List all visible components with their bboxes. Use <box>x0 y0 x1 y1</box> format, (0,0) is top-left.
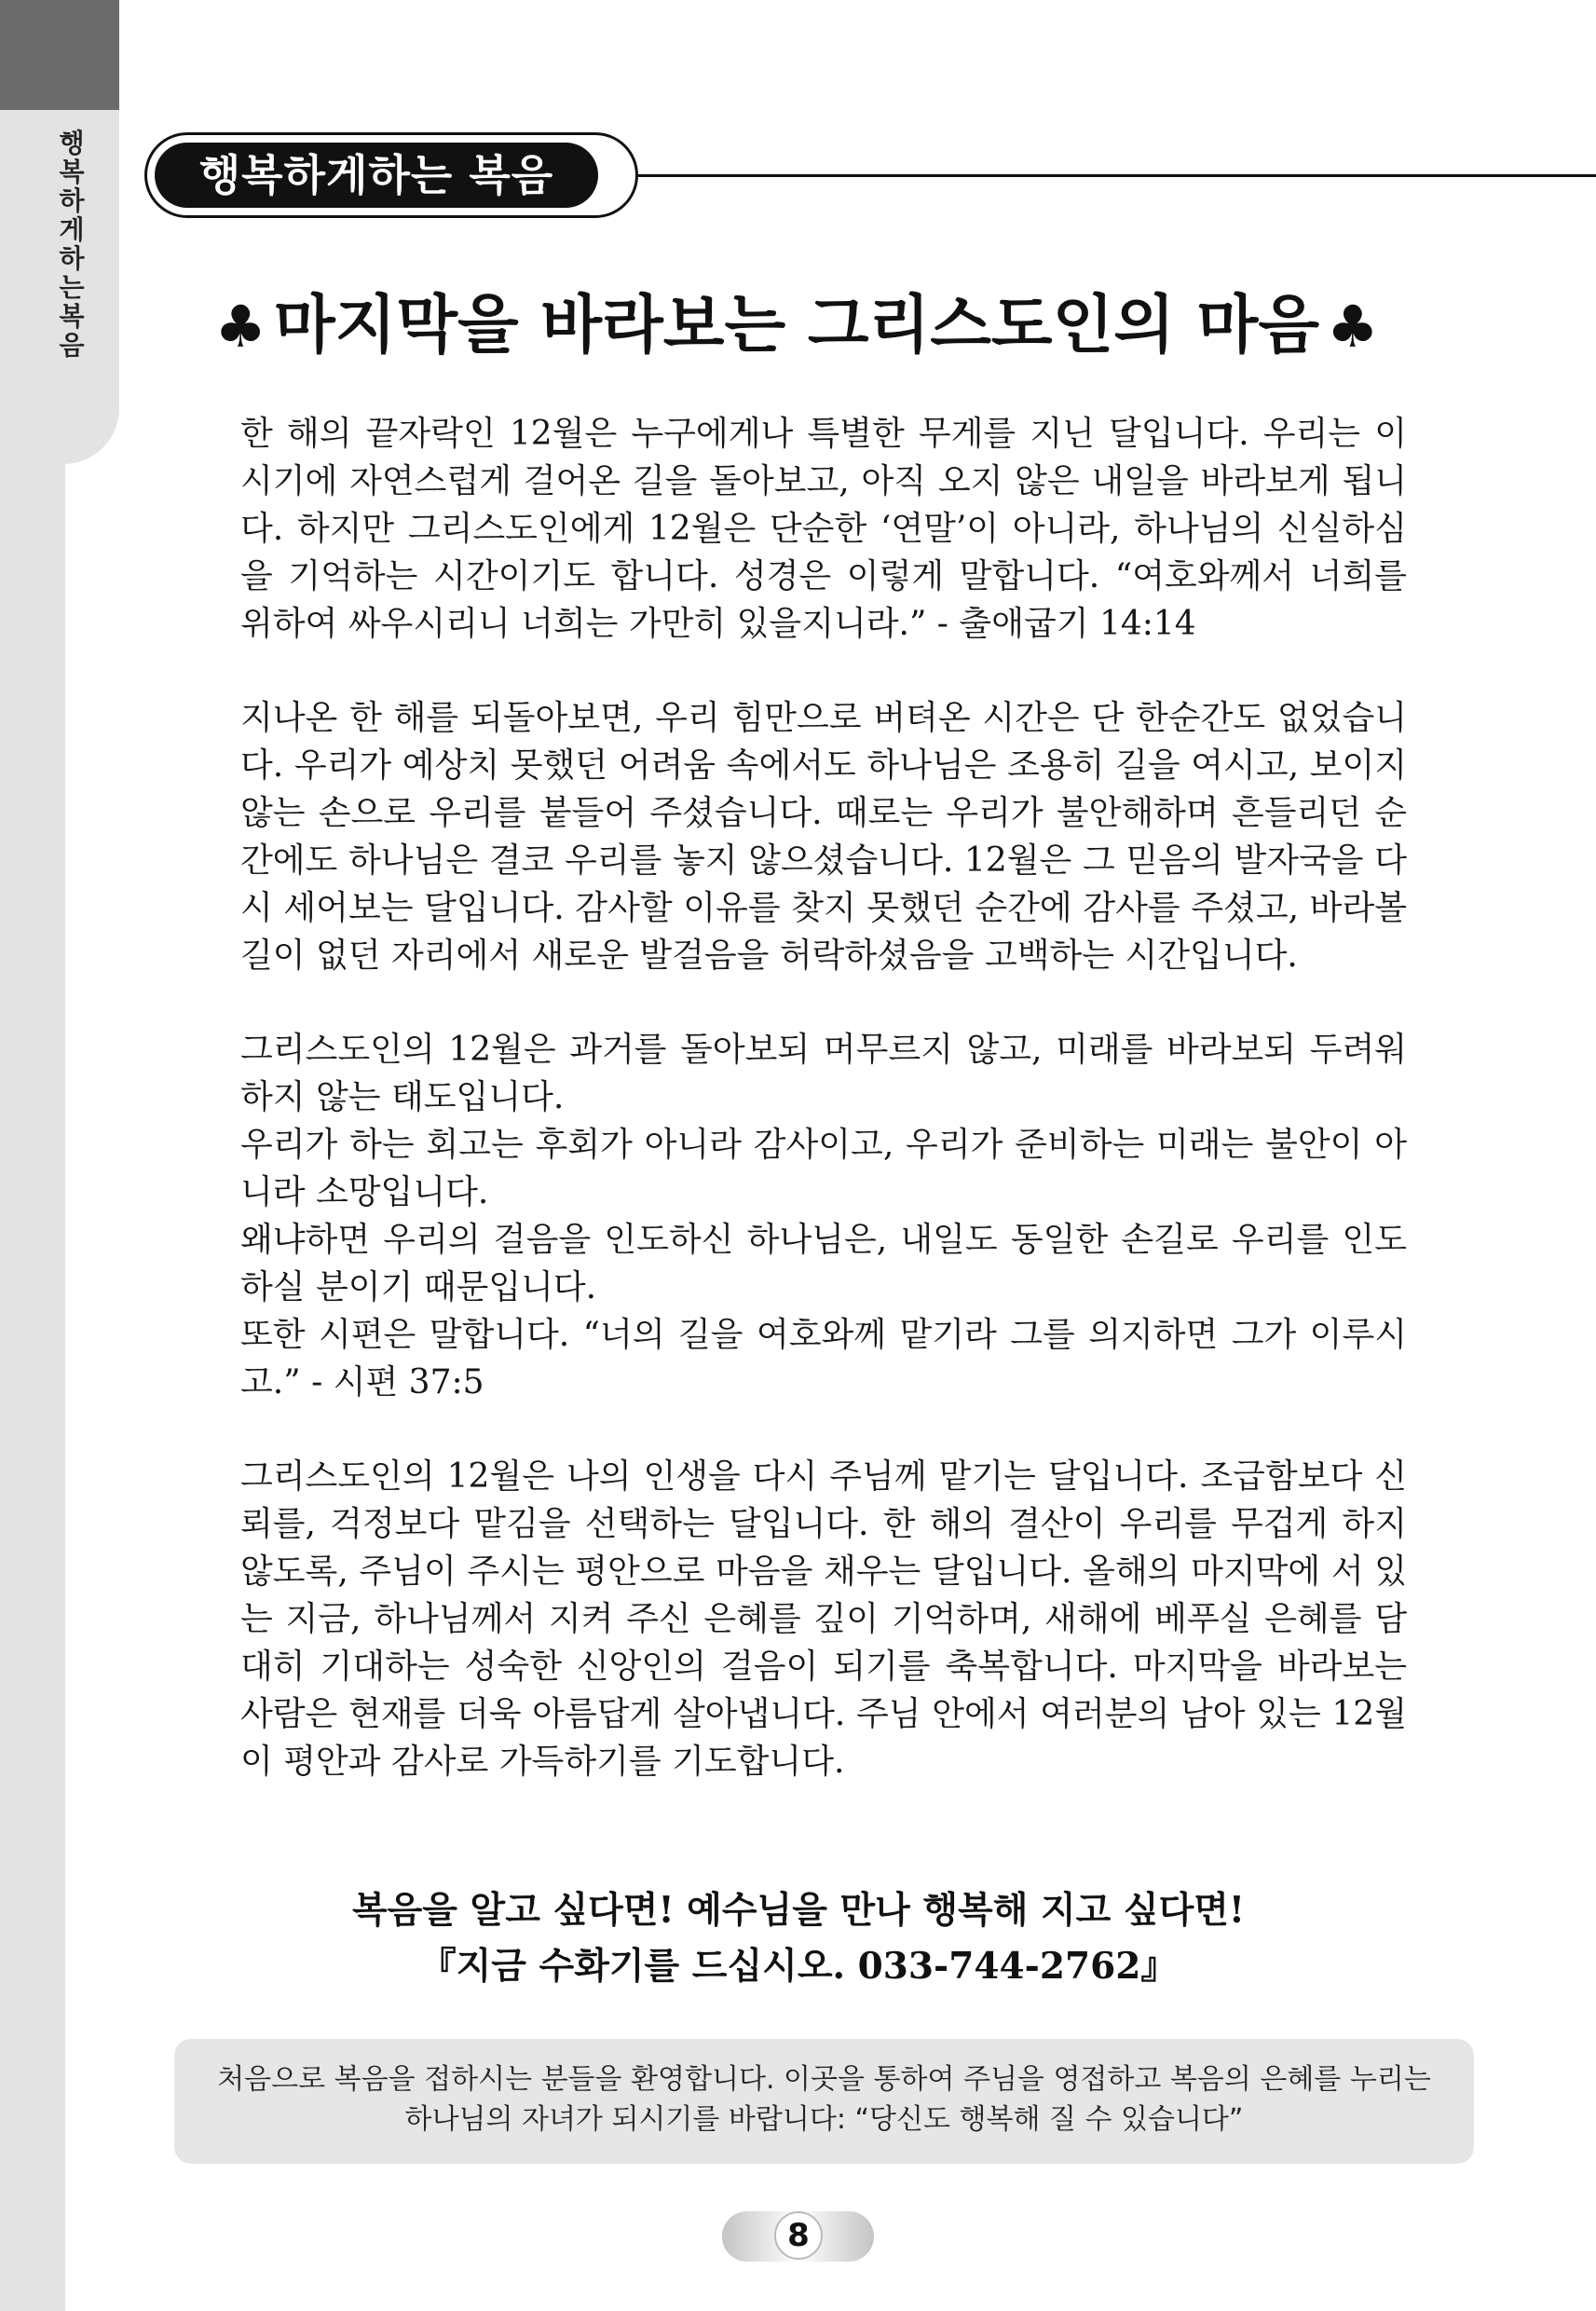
paragraph-text: 또한 시편은 말합니다. “너의 길을 여호와께 맡기라 그를 의지하면 그가 이루시고.” - 시편 37:5 <box>240 1316 1407 1402</box>
article-title <box>158 280 1435 374</box>
club-icon: ♣ <box>1327 293 1379 361</box>
page-number-badge <box>722 2211 874 2262</box>
slogan-line: 복음을 알고 싶다면! 예수님을 만나 행복해 지고 싶다면! <box>351 1889 1246 1932</box>
notice-line: 하나님의 자녀가 되시기를 바랍니다: “당신도 행복해 질 수 있습니다” <box>404 2103 1244 2136</box>
paragraph-text: 그리스도인의 12월은 나의 인생을 다시 주님께 맡기는 달입니다. 조급함보다 신뢰를, 걱정보다 맡김을 선택하는 달입니다. 한 해의 결산이 우리를 무겁게 하지 않도록, 주님이 주시는 평안으로 마음을 채우는 달입니다. 올해의 마지막에 서 있는 지금, 하나님께서 지켜 주신 은혜를 깊이 기억하며, 새해에 베푸실 은혜를 담대히 기대하는 성숙한 신앙인의 걸음이 되기를 축복합니다. 마지막을 바라보는 사람은 현재를 더욱 아름답게 살아냅니다. 주님 안에서 여러분의 남아 있는 12월이 평안과 감사로 가득하기를 기도합니다. <box>240 1457 1407 1781</box>
article-body <box>240 410 1407 1832</box>
header-divider <box>638 174 1596 177</box>
article-title-text: 마지막을 바라보는 그리스도인의 마음 <box>273 289 1320 362</box>
section-header-badge <box>144 132 638 218</box>
paragraph <box>240 694 1407 979</box>
paragraph-text: 지나온 한 해를 되돌아보면, 우리 힘만으로 버텨온 시간은 단 한순간도 없었습니다. 우리가 예상치 못했던 어려움 속에서도 하나님은 조용히 길을 여시고, 보이지 않는 손으로 우리를 붙들어 주셨습니다. 때로는 우리가 불안해하며 흔들리던 순간에도 하나님은 결코 우리를 놓지 않으셨습니다. 12월은 그 믿음의 발자국을 다시 세어보는 달입니다. 감사할 이유를 찾지 못했던 순간에 감사를 주셨고, 바라볼 길이 없던 자리에서 새로운 발걸음을 허락하셨음을 고백하는 시간입니다. <box>240 699 1407 975</box>
paragraph-text: 그리스도인의 12월은 과거를 돌아보되 머무르지 않고, 미래를 바라보되 두려워하지 않는 태도입니다. <box>240 1031 1407 1116</box>
contact-slogan <box>240 1882 1357 1994</box>
sidebar-section-label: 행복하게하는 복음 <box>59 128 94 361</box>
section-header-title: 행복하게하는 복음 <box>155 143 598 208</box>
paragraph <box>240 1453 1407 1785</box>
paragraph <box>240 1026 1407 1406</box>
paragraph-text: 우리가 하는 회고는 후회가 아니라 감사이고, 우리가 준비하는 미래는 불안이 아니라 소망입니다. <box>240 1126 1407 1211</box>
paragraph-text: 왜냐하면 우리의 걸음을 인도하신 하나님은, 내일도 동일한 손길로 우리를 인도하실 분이기 때문입니다. <box>240 1221 1407 1306</box>
club-icon: ♣ <box>214 293 266 361</box>
welcome-notice-box <box>174 2039 1474 2164</box>
paragraph-text: 한 해의 끝자락인 12월은 누구에게나 특별한 무게를 지닌 달입니다. 우리는 이 시기에 자연스럽게 걸어온 길을 돌아보고, 아직 오지 않은 내일을 바라보게 됩니다. 하지만 그리스도인에게 12월은 단순한 ‘연말’이 아니라, 하나님의 신실하심을 기억하는 시간이기도 합니다. 성경은 이렇게 말합니다. “여호와께서 너희를 위하여 싸우시리니 너희는 가만히 있을지니라.” - 출애굽기 14:14 <box>240 415 1407 643</box>
sidebar-top-block <box>0 0 119 110</box>
slogan-phone-line: 『지금 수화기를 드십시오. 033-744-2762』 <box>419 1945 1178 1988</box>
page-number: 8 <box>774 2211 823 2260</box>
paragraph <box>240 410 1407 648</box>
notice-line: 처음으로 복음을 접하시는 분들을 환영합니다. 이곳을 통하여 주님을 영접하고 복음의 은혜를 누리는 <box>217 2063 1431 2096</box>
